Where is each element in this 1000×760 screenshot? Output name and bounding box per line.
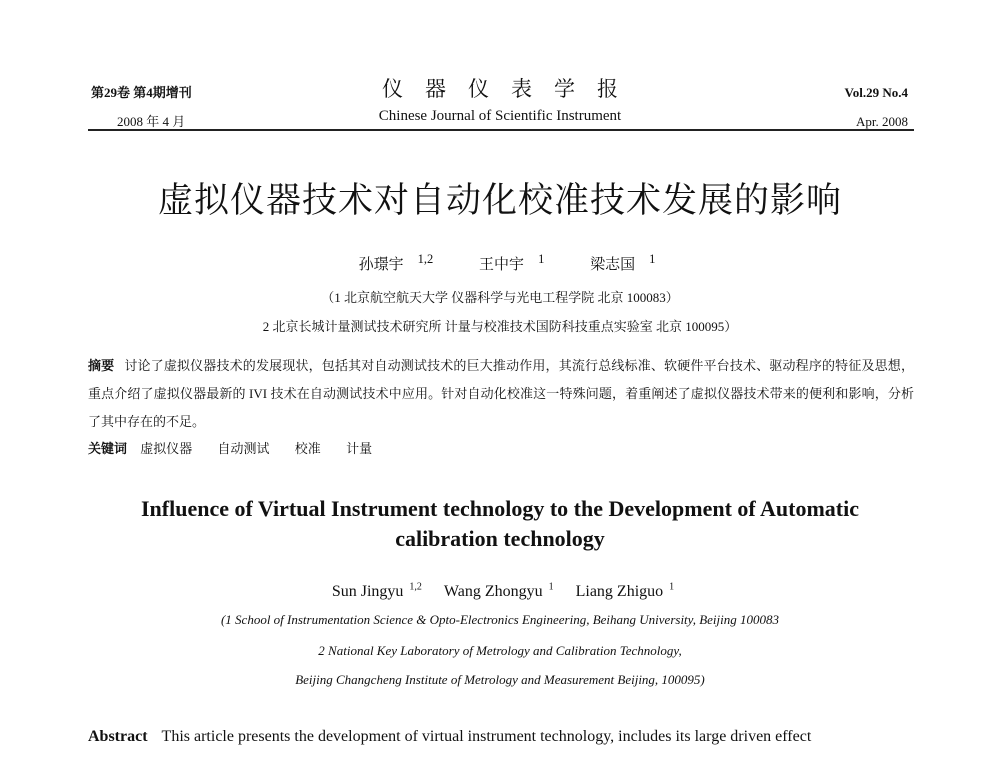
header-divider bbox=[88, 129, 914, 131]
abstract-cn-label: 摘要 bbox=[88, 358, 115, 373]
author-cn: 梁志国 $^1$ bbox=[590, 252, 656, 273]
journal-name-en: Chinese Journal of Scientific Instrument bbox=[378, 108, 622, 124]
abstract-en bbox=[88, 724, 914, 750]
author-en: Liang Zhiguo $^1$ bbox=[575, 582, 675, 601]
abstract-en-text: This article presents the development of virtual instrument technology, includes its large driven effect bbox=[161, 728, 812, 745]
affiliation-cn-1: （1 北京航空航天大学 仪器科学与光电工程学院 北京 100083） bbox=[321, 290, 679, 305]
keywords-cn-label: 关键词 bbox=[88, 441, 128, 456]
keywords-cn bbox=[88, 438, 394, 457]
author-en: Wang Zhongyu $^1$ bbox=[443, 582, 554, 601]
affiliation-en-3: Beijing Changcheng Institute of Metrology and Measurement Beijing, 100095) bbox=[295, 672, 705, 687]
author-cn: 王中宇 $^1$ bbox=[479, 252, 545, 273]
abstract-en-label: Abstract bbox=[88, 728, 148, 745]
header-right bbox=[845, 78, 908, 136]
paper-title-en: Influence of Virtual Instrument technology to the Development of Automatic calibration technology bbox=[141, 496, 859, 551]
authors-en bbox=[0, 582, 1000, 601]
abstract-cn bbox=[88, 352, 914, 436]
date-cn: 2008 年 4 月 bbox=[117, 114, 186, 129]
journal-name-cn: 仪器仪表学报 bbox=[382, 77, 640, 101]
paper-title-cn: 虚拟仪器技术对自动化校准技术发展的影响 bbox=[157, 181, 842, 221]
authors-cn bbox=[0, 252, 1000, 274]
keyword: 自动测试 bbox=[217, 441, 270, 456]
keyword: 计量 bbox=[346, 441, 373, 456]
affiliation-cn-2: 2 北京长城计量测试技术研究所 计量与校准技术国防科技重点实验室 北京 100095） bbox=[262, 319, 738, 334]
keyword: 校准 bbox=[294, 441, 321, 456]
author-en: Sun Jingyu $^{1,2}$ bbox=[331, 582, 422, 601]
author-cn: 孙璟宇 $^{1,2}$ bbox=[358, 252, 434, 273]
keyword: 虚拟仪器 bbox=[140, 441, 193, 456]
affiliation-en-1: (1 School of Instrumentation Science & Opto-Electronics Engineering, Beihang University, Beijing 100083 bbox=[220, 612, 780, 627]
affiliation-en-2: 2 National Key Laboratory of Metrology and Calibration Technology, bbox=[318, 643, 682, 658]
date-en: Apr. 2008 bbox=[856, 114, 908, 129]
volume-en: Vol.29 No.4 bbox=[844, 85, 908, 100]
volume-issue-cn: 第29卷 第4期增刊 bbox=[91, 85, 192, 100]
abstract-cn-text: 讨论了虚拟仪器技术的发展现状，包括其对自动测试技术的巨大推动作用，其流行总线标准、软硬件平台技术、驱动程序的特征及思想，重点介绍了虚拟仪器最新的 IVI 技术在自动测试技术中应用。针对自动化校准这一特殊问题，着重阐述了虚拟仪器技术带来的便利和影响，分析了其中存在的不足。 bbox=[88, 358, 914, 429]
